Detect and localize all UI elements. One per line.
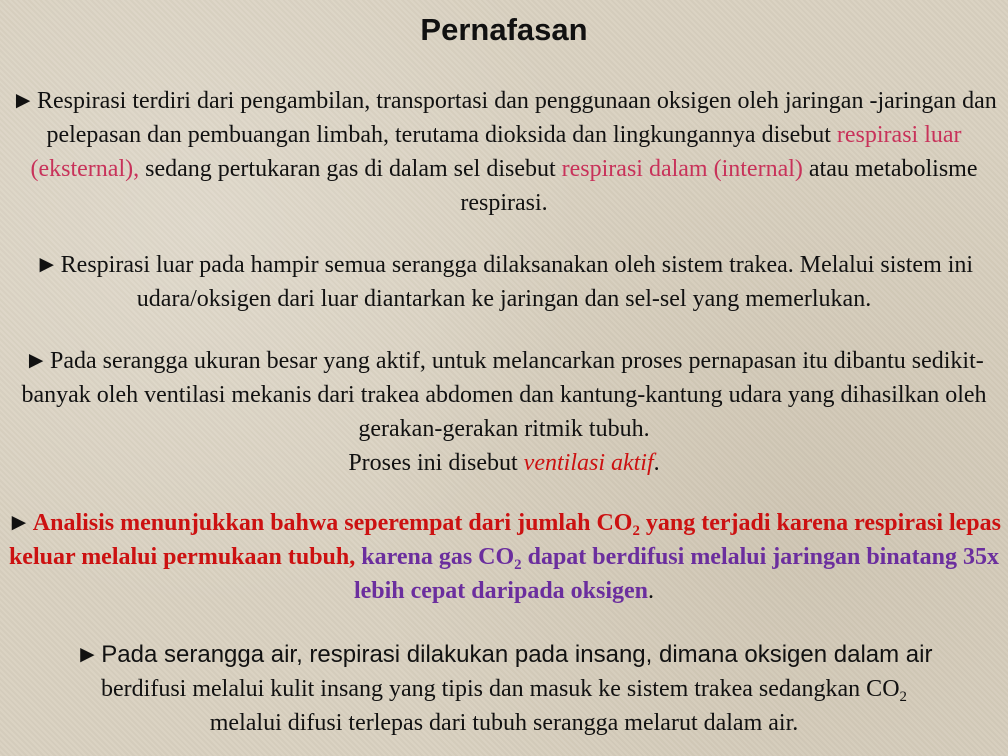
p1-text-c: atau metabolisme respirasi. (460, 156, 978, 216)
paragraph-respirasi (6, 84, 1002, 220)
p3-text-a: Pada serangga ukuran besar yang aktif, untuk melancarkan proses pernapasan itu dibantu sedikit-banyak oleh ventilasi mekanis dari trakea abdomen dan kantung-kantung udara yang dihasilkan oleh gerakan-gerakan ritmik tubuh. (21, 348, 987, 442)
p4-purple-text-b: dapat berdifusi melalui jaringan binatang 35x lebih cepat daripada oksigen (353, 544, 1000, 604)
bullet-icon: ► (34, 252, 59, 278)
p5-text-c: melalui difusi terlepas dari tubuh serangga melarut dalam air. (209, 710, 799, 736)
p3-text-c: . (653, 450, 660, 476)
paragraph-respirasi-luar (6, 248, 1002, 316)
p1-text-b: sedang pertukaran gas di dalam sel disebut (139, 156, 562, 182)
p5-text-b: berdifusi melalui kulit insang yang tipis dan masuk ke sistem trakea sedangkan CO (101, 676, 900, 702)
p5-subscript: 2 (899, 689, 907, 706)
bullet-icon: ► (75, 642, 100, 668)
p3-text-b: Proses ini disebut (348, 450, 524, 476)
p1-highlight-internal: respirasi dalam (internal) (561, 156, 803, 182)
bullet-icon: ► (11, 88, 36, 114)
p4-purple-text-a: karena gas CO (355, 544, 515, 570)
p4-red-text-b: yang terjadi karena respirasi lepas keluar melalui permukaan tubuh, (8, 510, 1001, 570)
p2-text: Respirasi luar pada hampir semua serangga dilaksanakan oleh sistem trakea. Melalui sistem ini udara/oksigen dari luar diantarkan ke jaringan dan sel-sel yang memerlukan. (60, 252, 974, 312)
page-title: Pernafasan (420, 12, 588, 47)
p1-highlight-external: respirasi luar (eksternal), (30, 122, 962, 182)
paragraph-serangga-besar (6, 344, 1002, 480)
p4-purple-subscript: 2 (514, 557, 522, 574)
bullet-icon: ► (24, 348, 49, 374)
p4-red-text-a: Analisis menunjukkan bahwa seperempat dari jumlah CO (32, 510, 633, 536)
paragraph-analisis (6, 506, 1002, 608)
p3-highlight-ventilasi: ventilasi aktif (523, 450, 654, 476)
p1-text-a: Respirasi terdiri dari pengambilan, transportasi dan penggunaan oksigen oleh jaringan -jaringan dan pelepasan dan pembuangan limbah, terutama dioksida dan lingkungannya disebut (37, 88, 997, 148)
p4-red-subscript: 2 (632, 523, 640, 540)
paragraph-serangga-air (6, 638, 1002, 740)
p4-end: . (648, 578, 655, 604)
bullet-icon: ► (7, 510, 31, 536)
p5-text-a: Pada serangga air, respirasi dilakukan pada insang, dimana oksigen dalam air (101, 641, 933, 668)
